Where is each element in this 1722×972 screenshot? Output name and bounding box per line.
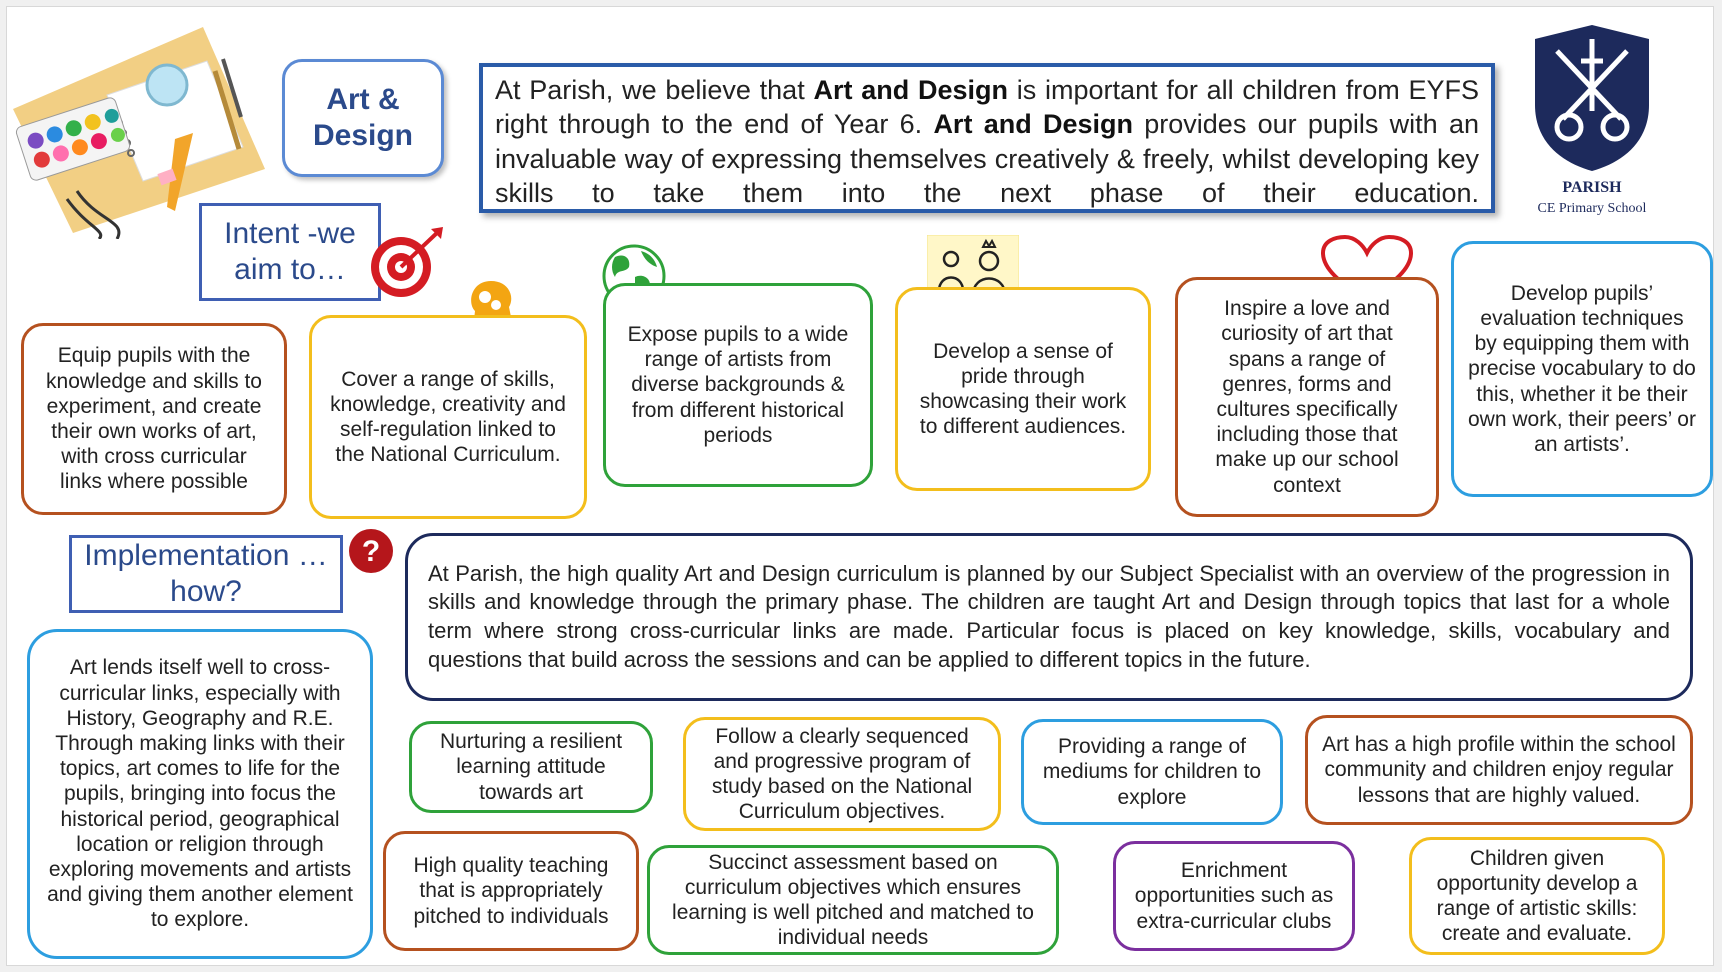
intent-item bbox=[309, 315, 587, 519]
intent-item-text: Equip pupils with the knowledge and skills to experiment, and create their own works of art, with cross curricular links where possible bbox=[46, 344, 262, 494]
implementation-item bbox=[1305, 715, 1693, 825]
school-subtitle: CE Primary School bbox=[1537, 201, 1647, 216]
intent-item bbox=[21, 323, 287, 515]
intent-item-text: Develop a sense of pride through showcasing their work to different audiences. bbox=[919, 339, 1127, 439]
implementation-item-text: Providing a range of mediums for children to explore bbox=[1042, 735, 1262, 809]
implementation-item-text: Children given opportunity develop a range of artistic skills: create and evaluate. bbox=[1436, 846, 1638, 946]
intent-item bbox=[603, 283, 873, 487]
shield-keys-icon bbox=[1529, 21, 1655, 173]
intro-text-1: At Parish, we believe that bbox=[495, 75, 814, 105]
slide bbox=[6, 6, 1714, 966]
intent-heading-text: Intent -we aim to… bbox=[224, 217, 356, 286]
svg-text:?: ? bbox=[361, 535, 381, 568]
target-icon bbox=[365, 225, 445, 301]
intro-paragraph bbox=[479, 63, 1495, 213]
intent-item-text: Inspire a love and curiosity of art that spans a range of genres, forms and cultures specifically including those that make up our school context bbox=[1215, 297, 1399, 497]
implementation-item bbox=[1113, 841, 1355, 951]
intent-item bbox=[1451, 241, 1713, 497]
implementation-item bbox=[1409, 837, 1665, 955]
implementation-item-text: High quality teaching that is appropriately pitched to individuals bbox=[413, 854, 609, 928]
implementation-item bbox=[383, 831, 639, 951]
implementation-item-text: Succinct assessment based on curriculum objectives which ensures learning is well pitched and matched to individual needs bbox=[672, 850, 1034, 950]
intro-bold-1: Art and Design bbox=[813, 75, 1009, 105]
intent-item-text: Cover a range of skills, knowledge, creativity and self-regulation linked to the National Curriculum. bbox=[330, 367, 566, 467]
intro-text-2: is important for all children from EYFS right through to the end of Year 6. bbox=[495, 75, 1479, 140]
implementation-side-text bbox=[27, 629, 373, 959]
intent-item bbox=[895, 287, 1151, 491]
intro-bold-2: Art and Design bbox=[933, 109, 1133, 140]
subject-title-text: Art & Design bbox=[312, 83, 414, 152]
implementation-heading bbox=[69, 535, 343, 613]
subject-title bbox=[282, 59, 444, 177]
intent-item-text: Expose pupils to a wide range of artists from diverse backgrounds & from different historical periods bbox=[627, 323, 849, 447]
implementation-item-text: Art has a high profile within the school community and children enjoy regular lessons that are highly valued. bbox=[1322, 733, 1676, 807]
implementation-item-text: Nurturing a resilient learning attitude towards art bbox=[439, 730, 623, 804]
implementation-side-text-content: Art lends itself well to cross-curricular links, especially with History, Geography and R.E. Through making links with their topics, art comes to life for the pupils, bringing into focus the historical period, geographical location or religion through exploring movements and artists and giving them another element to explore. bbox=[47, 656, 353, 932]
intro-text-3: provides our pupils with an invaluable way of expressing themselves creatively & freely, whilst developing key skills to take them into the next phase of their education. bbox=[495, 109, 1480, 208]
implementation-item bbox=[647, 845, 1059, 955]
question-icon bbox=[347, 527, 395, 575]
implementation-heading-text: Implementation … how? bbox=[84, 539, 328, 608]
implementation-item-text: Follow a clearly sequenced and progressive program of study based on the National Curriculum objectives. bbox=[711, 724, 973, 824]
intent-item-text: Develop pupils’ evaluation techniques by equipping them with precise vocabulary to do this, whether it be their own work, their peers’ or an artists’. bbox=[1468, 281, 1696, 456]
implementation-item bbox=[409, 721, 653, 813]
implementation-main-text-content: At Parish, the high quality Art and Design curriculum is planned by our Subject Specialist with an overview of the progression in skills and knowledge through the primary phase. The children are taught Art and Design through topics that last for a whole term where strong cross-curricular links are made. Particular focus is placed on key knowledge, skills, vocabulary and questions that build across the sessions and can be applied to different topics in the future. bbox=[428, 560, 1670, 672]
implementation-main-text bbox=[405, 533, 1693, 701]
implementation-item bbox=[683, 717, 1001, 831]
implementation-item-text: Enrichment opportunities such as extra-curricular clubs bbox=[1134, 859, 1334, 933]
intent-item bbox=[1175, 277, 1439, 517]
implementation-item bbox=[1021, 719, 1283, 825]
school-name: PARISH bbox=[1562, 179, 1622, 196]
intent-heading bbox=[199, 203, 381, 301]
